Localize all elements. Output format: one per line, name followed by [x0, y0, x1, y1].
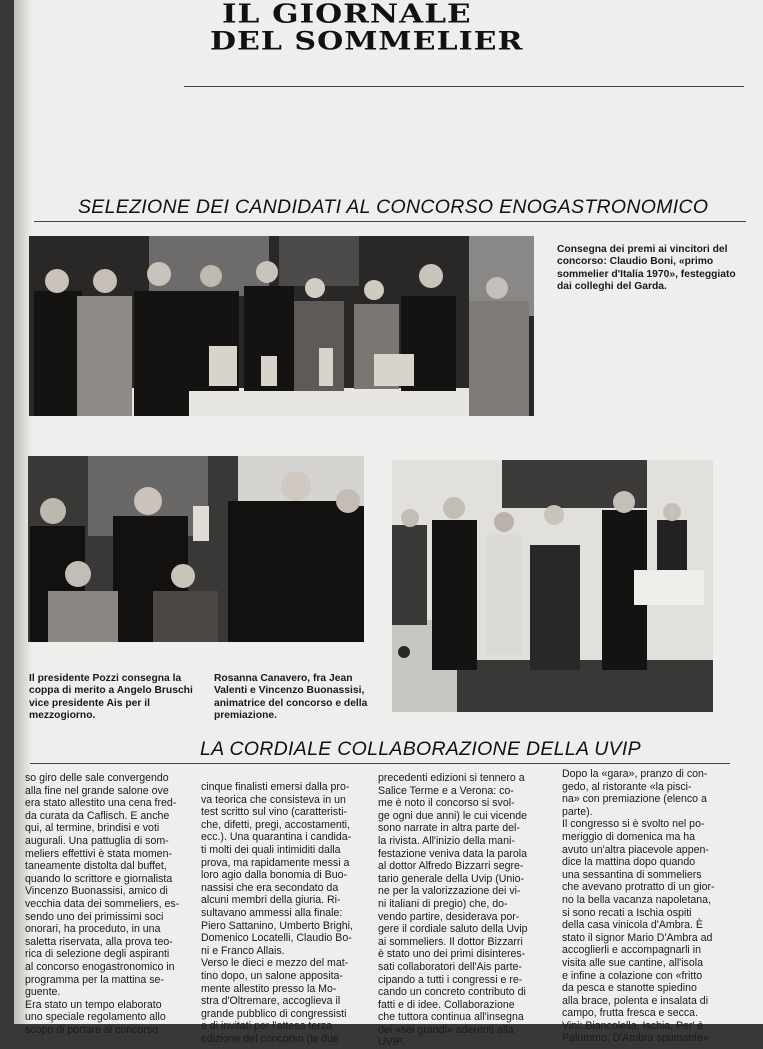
photo-pozzi-cup [28, 456, 364, 642]
headline-selezione: SELEZIONE DEI CANDIDATI AL CONCORSO ENOGASTRONOMICO [78, 196, 709, 218]
masthead [202, 2, 562, 64]
headline-rule-1 [34, 221, 746, 222]
masthead-rule [184, 86, 744, 87]
photo-award-ceremony [29, 236, 534, 416]
article-column-2: cinque finalisti emersi dalla pro- va teorica che consisteva in un test scritto sul vino (caratteristi- che, difetti, pregi, accostamenti, ecc.). Una quarantina i candida- ti molti dei quali intimiditi dalla prova, ma rapidamente messi a loro agio dalla bonomia di Buo- nassisi che era secondato da alcuni membri della giuria. Ri- sultavano ammessi alla finale: Piero Sattanino, Umberto Brighi, Domenico Locatelli, Claudio Bo- ni e Franco Allais. Verso le dieci e mezzo del mat- tino dopo, un salone apposita- mente allestito presso la Mo- stra d'Oltremare, accoglieva il grande pubblico di congressisti e di invitati per l'attesa terza edizione del concorso (le due [201, 781, 353, 1045]
headline-uvip: LA CORDIALE COLLABORAZIONE DELLA UVIP [200, 738, 641, 760]
article-column-1: so giro delle sale convergendo alla fine nel grande salone ove era stato allestito una cena fred- da curata da Caflisch. E anche qui, al termine, brindisi e voti augurali. Una pattuglia di som- meliers effettivi è stata momen- taneamente distolta dal buffet, quando lo scrittore e giornalista Vincenzo Buonassisi, amico di vecchia data dei sommeliers, es- sendo uno dei primissimi soci onorari, ha proceduto, in una saletta riservata, alla prova teo- rica di selezione degli aspiranti al concorso enogastronomico in programma per la mattina se- guente. Era stato un tempo elaborato uno speciale regolamento allo scopo di portare al concorso [25, 772, 180, 1036]
article-column-3: precedenti edizioni si tennero a Salice Terme e a Verona: co- me è noto il concorso si svol- ge ogni due anni) le cui vicende sono narrate in altra parte del- la rivista. All'inizio della mani- festazione veniva data la parola al dottor Alfredo Bizzarri segre- tario generale della Uvip (Unio- ne per la valorizzazione dei vi- ni italiani di pregio) che, do- vendo partire, desiderava por- gere il cordiale saluto della Uvip ai sommeliers. Il dottor Bizzarri è stato uno dei primi disinteres- sati collaboratori dell'Ais parte- cipando a tutti i congressi e re- cando un concreto contributo di fatti e di idee. Collaborazione che tuttora continua all'insegna dei «sei grandi» aderenti alla UVIP. [378, 772, 528, 1049]
magazine-page [14, 0, 763, 1049]
masthead-line-2: DEL SOMMELIER [210, 26, 524, 57]
caption-canavero: Rosanna Canavero, fra Jean Valenti e Vincenzo Buonassisi, animatrice del concorso e della premiazione. [214, 673, 368, 722]
photo-canavero-dance [392, 460, 713, 712]
caption-award-ceremony: Consegna dei premi ai vincitori del concorso: Claudio Boni, «primo sommelier d'Italia 1970», festeggiato dai colleghi del Garda. [557, 244, 736, 293]
headline-rule-2 [30, 763, 730, 764]
article-column-4: Dopo la «gara», pranzo di con- gedo, al ristorante «la pisci- na» con premiazione (elenco a parte). Il congresso si è svolto nel po- meriggio di domenica ma ha avuto un'altra piacevole appen- dice la mattina dopo quando una sessantina di sommeliers che avevano protratto di un gior- no la bella vacanza napoletana, si sono recati a Ischia ospiti della casa vinicola d'Ambra. È stato il signor Mario D'Ambra ad accoglierli e accompagnarli in visita alle sue cantine, all'isola e infine a colazione con «fritto da pesca e stanotte spiedino alla brace, polenta e insalata di campo, frutta fresca e secca. Vini: Biancolella, Ischia, Per' è Palummo, D'Ambra spumante». [562, 768, 715, 1045]
masthead-line-1: IL GIORNALE [222, 0, 472, 30]
caption-pozzi-cup: Il presidente Pozzi consegna la coppa di merito a Angelo Bruschi vice presidente Ais per il mezzogiorno. [29, 673, 193, 722]
